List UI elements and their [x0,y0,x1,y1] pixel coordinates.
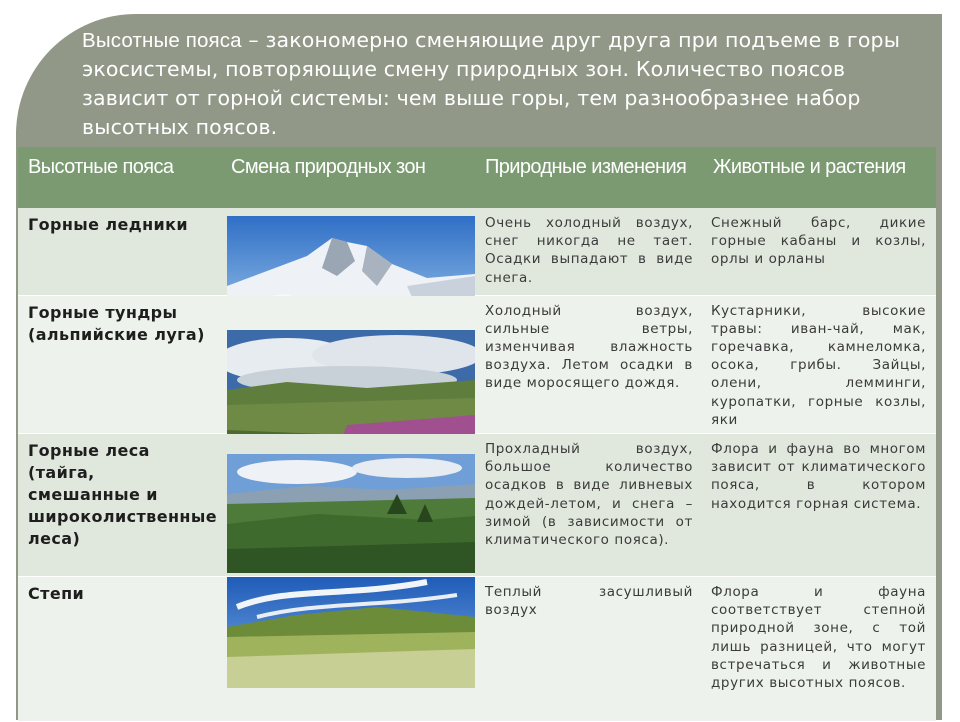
intro-term: Высотные пояса [82,29,242,52]
header-natural-changes: Природные изменения [475,147,703,208]
intro-definition: – закономерно сменяющие друг друга при подъеме в горы экосистемы, повторяющие смену природных зон. Количество поясов зависит от горной системы: чем выше горы, тем разнообразнее набор высотных поясов. [82,28,901,139]
photo-cell [221,295,475,433]
fauna-flora-text: Флора и фауна соответствует степной природной зоне, с той лишь разницей, что могут встречаться и животные других высотных поясов. [703,576,936,721]
photo-cell [221,208,475,295]
steppe-grass-photo [227,577,475,688]
belt-name: Степи [18,576,221,721]
belt-name: Горные ледники [18,208,221,295]
intro-paragraph [82,26,912,142]
table-row [18,576,936,721]
altitude-belts-table [18,147,936,722]
fauna-flora-text: Кустарники, высокие травы: иван-чай, мак, горечавка, камнеломка, осока, грибы. Зайцы, олени, лемминги, куропатки, горные козлы, яки [703,295,936,433]
header-fauna-flora: Животные и растения [703,147,936,208]
belt-name: Горные тундры (альпийские луга) [18,295,221,433]
header-belts: Высотные пояса [18,147,221,208]
natural-changes-text: Очень холодный воздух, снег никогда не тает. Осадки выпадают в виде снега. [475,208,703,295]
natural-changes-text: Теплый засушливый воздух [475,576,703,721]
photo-cell [221,576,475,721]
header-zone-change: Смена природных зон [221,147,475,208]
table-header-row [18,147,936,208]
alpine-meadow-photo [227,330,475,450]
table-row [18,208,936,295]
table-row [18,433,936,576]
fauna-flora-text: Снежный барс, дикие горные кабаны и козлы, орлы и орланы [703,208,936,295]
natural-changes-text: Холодный воздух, сильные ветры, изменчивая влажность воздуха. Летом осадки в виде моросящего дождя. [475,295,703,433]
belt-name: Горные леса (тайга, смешанные и широколиственные леса) [18,433,221,576]
forested-valley-photo [227,454,475,573]
table-row [18,295,936,433]
fauna-flora-text: Флора и фауна во многом зависит от климатического пояса, в котором находится горная система. [703,433,936,576]
natural-changes-text: Прохладный воздух, большое количество осадков в виде ливневых дождей-летом, и снега – зимой (в зависимости от климатического пояса). [475,433,703,576]
photo-cell [221,433,475,576]
